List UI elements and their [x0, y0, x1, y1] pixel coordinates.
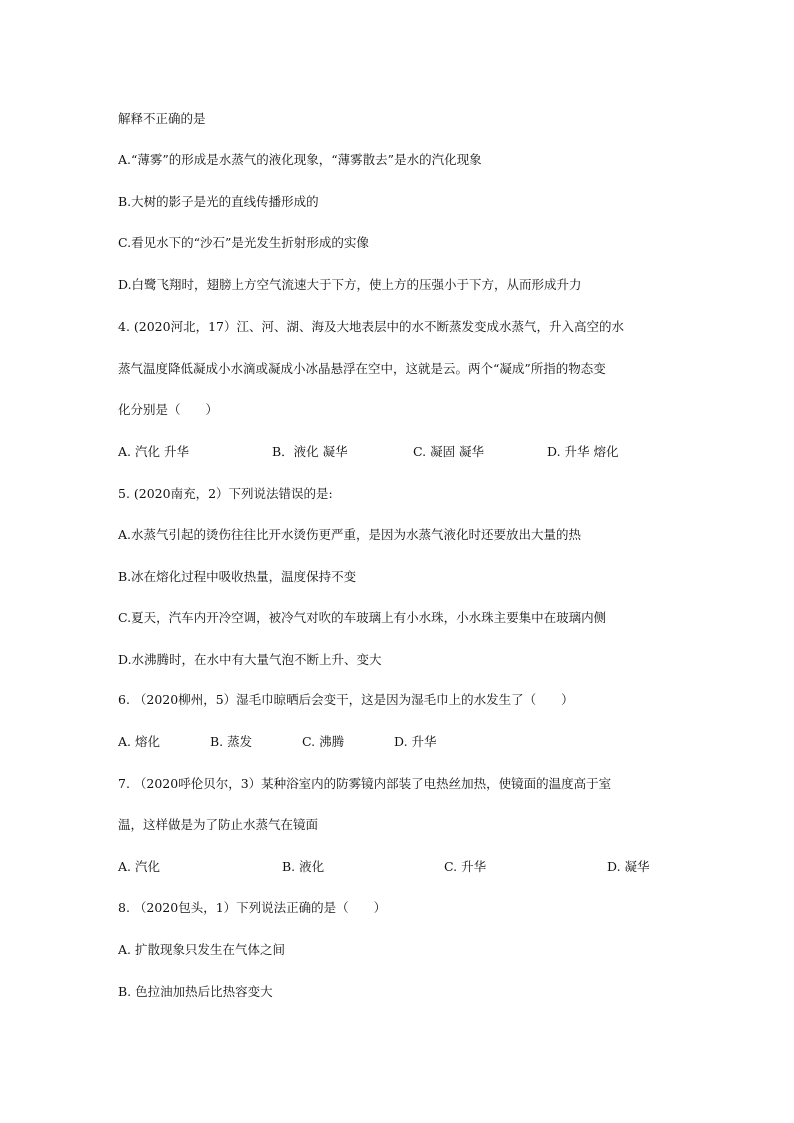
- q5-option-d: D.水沸腾时，在水中有大量气泡不断上升、变大: [118, 652, 382, 667]
- q8-option-b: B. 色拉油加热后比热容变大: [118, 984, 273, 999]
- question-7-line-2: 温，这样做是为了防止水蒸气在镜面: [118, 817, 319, 832]
- q5-option-c: C.夏天，汽车内开冷空调，被冷气对吹的车玻璃上有小水珠，小水珠主要集中在玻璃内侧: [118, 610, 607, 625]
- question-6-stem: 6. （2020柳州，5）湿毛巾晾晒后会变干，这是因为湿毛巾上的水发生了（ ）: [118, 692, 574, 707]
- q5-option-a: A.水蒸气引起的烫伤往往比开水烫伤更严重，是因为水蒸气液化时还要放出大量的热: [118, 527, 582, 542]
- q6-option-b: B. 蒸发: [210, 734, 253, 749]
- q7-option-a: A. 汽化: [118, 859, 160, 874]
- question-7-line-1: 7. （2020呼伦贝尔，3）某种浴室内的防雾镜内部装了电热丝加热，使镜面的温度高于室: [118, 776, 612, 791]
- option-c: C.看见水下的“沙石”是光发生折射形成的实像: [118, 235, 369, 250]
- option-d: D.白鹭飞翔时，翅膀上方空气流速大于下方，使上方的压强小于下方，从而形成升力: [118, 277, 582, 292]
- q7-option-b: B. 液化: [282, 859, 325, 874]
- question-8-stem: 8. （2020包头，1）下列说法正确的是（ ）: [118, 900, 387, 915]
- question-5-stem: 5. (2020南充，2）下列说法错误的是:: [118, 486, 333, 501]
- continued-question-stem: 解释不正确的是: [118, 111, 206, 126]
- q4-option-b: B．液化 凝华: [272, 444, 348, 459]
- option-a: A.“薄雾”的形成是水蒸气的液化现象，“薄雾散去”是水的汽化现象: [118, 152, 482, 167]
- q4-option-c: C. 凝固 凝华: [413, 444, 485, 459]
- q7-option-c: C. 升华: [444, 859, 487, 874]
- q4-option-a: A. 汽化 升华: [118, 444, 189, 459]
- q6-option-d: D. 升华: [394, 734, 437, 749]
- option-b: B.大树的影子是光的直线传播形成的: [118, 194, 319, 209]
- question-4-line-3: 化分别是（ ）: [118, 402, 219, 417]
- q6-option-a: A. 熔化: [118, 734, 160, 749]
- q8-option-a: A. 扩散现象只发生在气体之间: [118, 942, 285, 957]
- q4-option-d: D. 升华 熔化: [547, 444, 619, 459]
- q5-option-b: B.冰在熔化过程中吸收热量，温度保持不变: [118, 569, 357, 584]
- q6-option-c: C. 沸腾: [302, 734, 345, 749]
- question-4-line-2: 蒸气温度降低凝成小水滴或凝成小冰晶悬浮在空中，这就是云。两个“凝成”所指的物态变: [118, 361, 606, 376]
- question-4-line-1: 4. (2020河北，17）江、河、湖、海及大地表层中的水不断蒸发变成水蒸气，升入高空的水: [118, 319, 624, 334]
- q7-option-d: D. 凝华: [607, 859, 650, 874]
